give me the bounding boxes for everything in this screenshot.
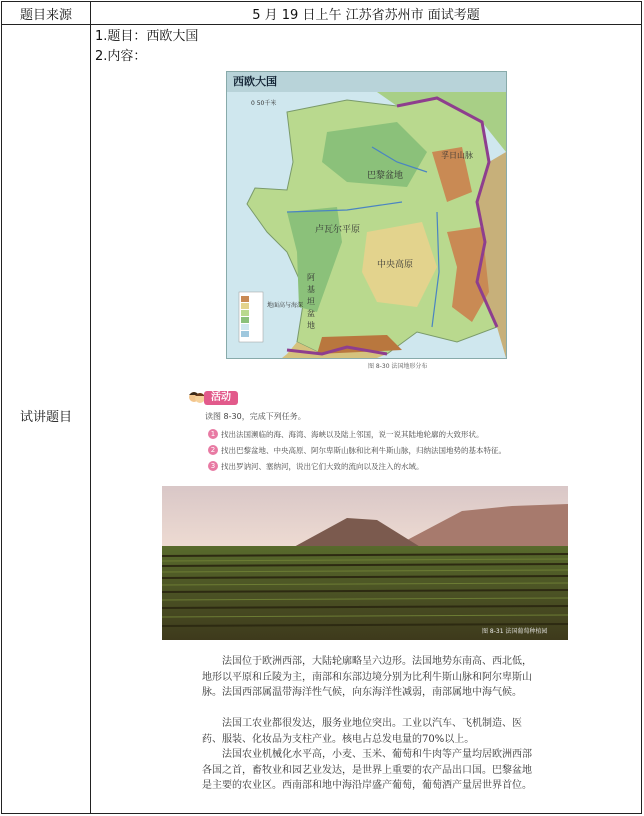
- activity-item-text: 找出罗讷河、塞纳河，说出它们大致的流向以及注入的水域。: [221, 462, 424, 471]
- map-scale: 0 50千米: [251, 100, 277, 107]
- activity-item-text: 找出法国濒临的海、海湾、海峡以及陆上邻国，说一说其陆地轮廓的大致形状。: [221, 430, 484, 439]
- photo-caption: 图 8-31 法国葡萄种植园: [482, 628, 548, 635]
- activity-label: 活动: [204, 391, 238, 405]
- header-source-label: 题目来源: [19, 7, 72, 23]
- paragraph-text: 法国农业机械化水平高，小麦、玉米、葡萄和牛肉等产量均居欧洲西部各国之首，畜牧业和园艺业发达，是世界上重要的农产品出口国。巴黎盆地是主要的农业区。西南部和地中海沿岸盛产葡萄，葡萄酒产量居世界首位。: [202, 749, 532, 791]
- paragraph: [202, 716, 532, 747]
- activity-item-number: 1: [208, 429, 218, 439]
- map-legend-title: 地面高与海深: [267, 302, 304, 309]
- map-label-aquitaine: 阿基坦盆地: [307, 273, 315, 330]
- map-caption: 图 8-30 法国地形分布: [368, 363, 428, 370]
- table-header-row: [2, 2, 641, 25]
- activity-item-number: 2: [208, 445, 218, 455]
- map-label-loire-plain: 卢瓦尔平原: [315, 225, 361, 235]
- paragraph-text: 法国位于欧洲西部，大陆轮廓略呈六边形。法国地势东南高、西北低，地形以平原和丘陵为主，南部和东部边境分别为比利牛斯山脉和阿尔卑斯山脉。法国西部属温带海洋性气候，向东海洋性减弱，南部属地中海气候。: [202, 656, 532, 698]
- map-label-central-plateau: 中央高原: [377, 260, 414, 270]
- map-graphic: [227, 92, 506, 358]
- map-title: 西欧大国: [227, 72, 506, 92]
- vineyard-photo: [162, 486, 568, 640]
- content-line: 2.内容：: [95, 49, 147, 64]
- activity-intro: 读图 8-30，完成下列任务。: [205, 412, 306, 421]
- column-divider: [90, 2, 91, 813]
- activity-item-text: 找出巴黎盆地、中央高原、阿尔卑斯山脉和比利牛斯山脉，归纳法国地势的基本特征。: [221, 446, 506, 455]
- header-exam-info: 5 月 19 日上午 江苏省苏州市 面试考题: [252, 7, 480, 23]
- row-label-topic: 试讲题目: [19, 410, 72, 425]
- paragraph: [202, 654, 532, 701]
- activity-item-number: 3: [208, 461, 218, 471]
- vineyard-graphic: [162, 486, 568, 640]
- paragraph-text: 法国工农业都很发达，服务业地位突出。工业以汽车、飞机制造、医药、服装、化妆品为支柱产业。核电占总发电量的70%以上。: [202, 718, 522, 745]
- map-label-vosges: 孚日山脉: [441, 151, 473, 160]
- activity-badge: [188, 389, 236, 407]
- topic-line: 1.题目：西欧大国: [95, 29, 199, 44]
- paragraph: [202, 747, 532, 794]
- map-label-paris-basin: 巴黎盆地: [367, 171, 404, 181]
- france-terrain-map: [226, 71, 507, 359]
